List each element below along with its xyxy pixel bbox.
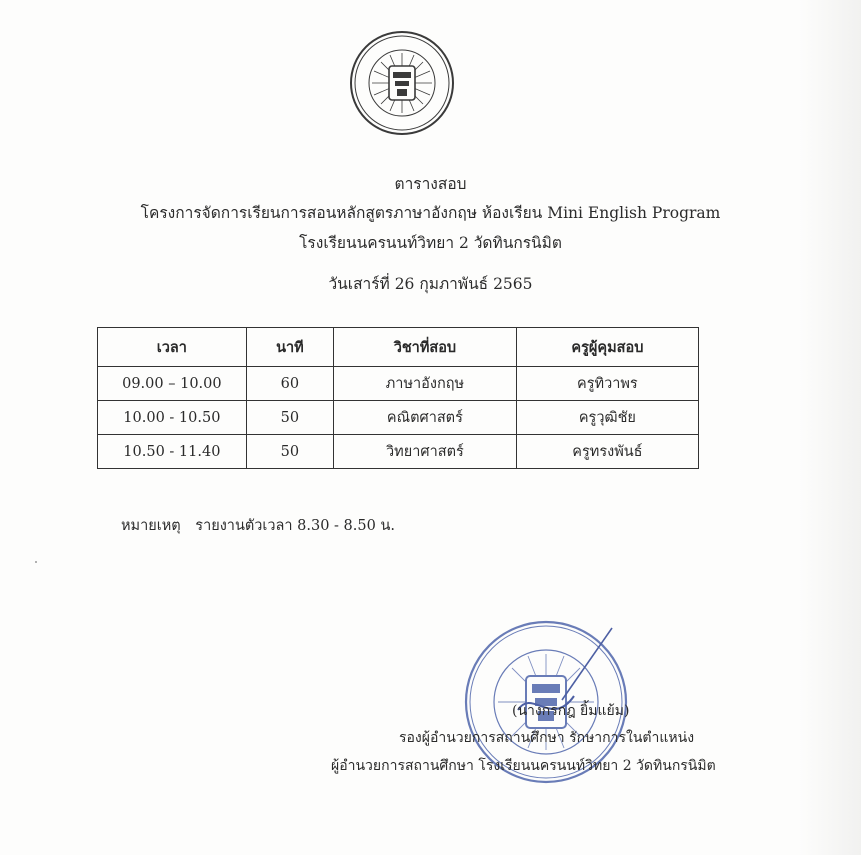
- signatory-position: รองผู้อำนวยการสถานศึกษา รักษาการในตำแหน่ง: [399, 730, 695, 746]
- cell-time: 09.00 – 10.00: [98, 367, 247, 401]
- cell-minutes: 60: [246, 367, 333, 401]
- cell-proctor: ครูวุฒิชัย: [516, 401, 698, 435]
- project-title: โครงการจัดการเรียนการสอนหลักสูตรภาษาอังกฤษ ห้องเรียน Mini English Program: [140, 204, 721, 222]
- cell-proctor: ครูทรงพันธ์: [516, 435, 698, 469]
- cell-time: 10.50 - 11.40: [98, 435, 247, 469]
- table-row: [98, 435, 699, 469]
- cell-minutes: 50: [246, 401, 333, 435]
- remark: [121, 514, 405, 537]
- header-minutes: นาที: [246, 328, 333, 367]
- table-header-row: [98, 328, 699, 367]
- school-seal-icon: [349, 30, 455, 136]
- speck: [35, 561, 37, 563]
- cell-proctor: ครูทิวาพร: [516, 367, 698, 401]
- exam-schedule-table: [97, 327, 699, 469]
- remark-label: หมายเหตุ: [121, 518, 181, 534]
- cell-subject: ภาษาอังกฤษ: [334, 367, 517, 401]
- table-row: [98, 367, 699, 401]
- cell-subject: วิทยาศาสตร์: [334, 435, 517, 469]
- document-title: ตารางสอบ: [394, 175, 467, 193]
- cell-subject: คณิตศาสตร์: [334, 401, 517, 435]
- cell-minutes: 50: [246, 435, 333, 469]
- signatory-office: ผู้อำนวยการสถานศึกษา โรงเรียนนครนนท์วิทยา 2 วัดทินกรนิมิต: [331, 758, 716, 774]
- exam-date: วันเสาร์ที่ 26 กุมภาพันธ์ 2565: [328, 275, 533, 293]
- header-time: เวลา: [98, 328, 247, 367]
- cell-time: 10.00 - 10.50: [98, 401, 247, 435]
- page-edge-shade: [799, 0, 861, 855]
- signatory-name: (นางกรกฎ ยิ้มแย้ม): [512, 703, 630, 719]
- table-row: [98, 401, 699, 435]
- school-name: โรงเรียนนครนนท์วิทยา 2 วัดทินกรนิมิต: [299, 234, 562, 252]
- header-proctor: ครูผู้คุมสอบ: [516, 328, 698, 367]
- remark-text: รายงานตัวเวลา 8.30 - 8.50 น.: [195, 518, 395, 534]
- header-subject: วิชาที่สอบ: [334, 328, 517, 367]
